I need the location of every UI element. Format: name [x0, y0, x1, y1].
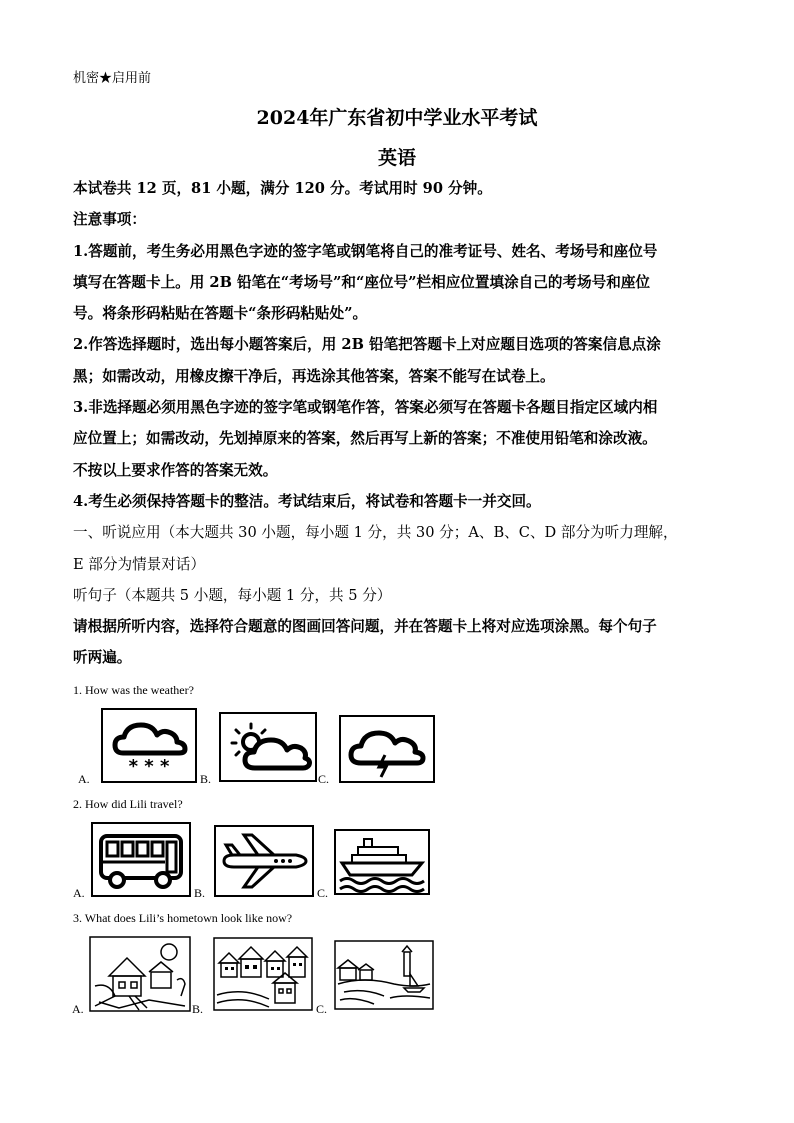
ship-icon [334, 829, 430, 895]
note-2-line-1: 2.作答选择题时，选出每小题答案后，用 2B 铅笔把答题卡上对应题目选项的答案信息点涂 [73, 336, 661, 354]
instruction-line-2: 听两遍。 [73, 649, 132, 667]
question-3-text: 3. What does Lili’s hometown look like now? [73, 911, 293, 925]
airplane-icon [214, 825, 314, 897]
q1-option-a-label: A. [78, 772, 90, 786]
section-heading-line-1: 一、听说应用（本大题共 30 小题，每小题 1 分，共 30 分；A、B、C、D 部分为听力理解， [73, 524, 678, 542]
snow-cloud-icon [101, 708, 197, 783]
part-heading: 听句子（本题共 5 小题，每小题 1 分，共 5 分） [73, 586, 392, 604]
q1-option-b-label: B. [200, 772, 212, 786]
question-2-text: 2. How did Lili travel? [73, 797, 183, 811]
q2-option-a-label: A. [73, 886, 85, 900]
note-1-line-3: 号。将条形码粘贴在答题卡“条形码粘贴处”。 [73, 305, 368, 323]
subject-title: 英语 [377, 147, 416, 169]
note-3-line-2: 应位置上；如需改动，先划掉原来的答案，然后再写上新的答案；不准使用铅笔和涂改液。 [73, 430, 657, 448]
village-sketch-icon [89, 936, 191, 1012]
note-3-line-3: 不按以上要求作答的答案无效。 [73, 461, 278, 479]
question-1-text: 1. How was the weather? [73, 683, 194, 697]
q3-option-c-label: C. [316, 1002, 328, 1016]
note-1-line-1: 1.答题前，考生务必用黑色字迹的签字笔或钢笔将自己的准考证号、姓名、考场号和座位号 [73, 242, 658, 260]
instruction-line-1: 请根据所听内容，选择符合题意的图画回答问题，并在答题卡上将对应选项涂黑。每个句子 [73, 618, 657, 636]
town-sketch-icon [213, 937, 313, 1011]
q3-option-b-label: B. [192, 1002, 204, 1016]
note-2-line-2: 黑；如需改动，用橡皮擦干净后，再选涂其他答案，答案不能写在试卷上。 [73, 367, 555, 385]
bus-icon [91, 822, 191, 897]
q1-option-c-label: C. [318, 772, 330, 786]
q3-option-a-label: A. [72, 1002, 84, 1016]
q2-option-c-label: C. [317, 886, 329, 900]
sun-cloud-icon [219, 712, 317, 782]
exam-title: 2024年广东省初中学业水平考试 [256, 107, 538, 129]
seaside-sketch-icon [334, 940, 434, 1010]
note-4-line-1: 4.考生必须保持答题卡的整洁。考试结束后，将试卷和答题卡一并交回。 [73, 492, 541, 510]
q2-option-b-label: B. [194, 886, 206, 900]
summary-line: 本试卷共 12 页，81 小题，满分 120 分。考试用时 90 分钟。 [73, 180, 492, 197]
note-3-line-1: 3.非选择题必须用黑色字迹的签字笔或钢笔作答，答案必须写在答题卡各题目指定区域内相 [73, 399, 658, 417]
svg-text:* * *: * * * [128, 756, 170, 777]
notice-heading: 注意事项： [73, 211, 146, 229]
section-heading-line-2: E 部分为情景对话） [73, 555, 206, 573]
note-1-line-2: 填写在答题卡上。用 2B 铅笔在“考场号”和“座位号”栏相应位置填涂自己的考场号和座位 [73, 273, 651, 291]
intro-block [73, 173, 721, 674]
secret-label: 机密★启用前 [73, 71, 152, 86]
thunder-cloud-icon [339, 715, 435, 783]
